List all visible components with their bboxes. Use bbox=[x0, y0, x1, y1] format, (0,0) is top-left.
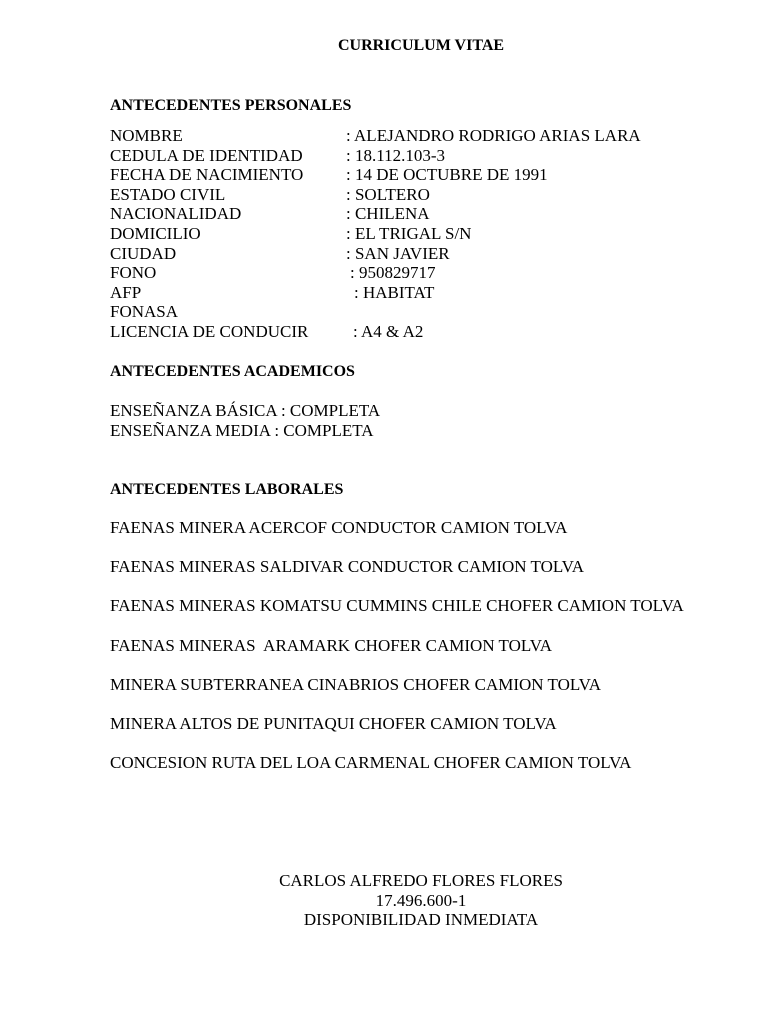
academic-line-media: ENSEÑANZA MEDIA : COMPLETA bbox=[110, 420, 374, 440]
row-label-fono: FONO bbox=[110, 263, 157, 283]
row-label-licencia: LICENCIA DE CONDUCIR bbox=[110, 321, 309, 341]
academic-section-heading: ANTECEDENTES ACADEMICOS bbox=[110, 363, 355, 380]
academic-line-basica: ENSEÑANZA BÁSICA : COMPLETA bbox=[110, 401, 381, 420]
labor-job: FAENAS MINERAS SALDIVAR CONDUCTOR CAMION TOLVA bbox=[110, 557, 585, 577]
row-label-domicilio: DOMICILIO bbox=[110, 223, 201, 243]
row-label-nombre: NOMBRE bbox=[110, 126, 183, 145]
row-label-cedula: CEDULA DE IDENTIDAD bbox=[110, 145, 303, 165]
labor-job: FAENAS MINERAS ARAMARK CHOFER CAMION TOLVA bbox=[110, 635, 553, 655]
signature-availability: DISPONIBILIDAD INMEDIATA bbox=[303, 910, 539, 930]
signature-block bbox=[0, 871, 768, 930]
labor-job: MINERA ALTOS DE PUNITAQUI CHOFER CAMION TOLVA bbox=[110, 713, 557, 733]
row-value-domicilio: : EL TRIGAL S/N bbox=[346, 223, 472, 243]
row-value-fono: : 950829717 bbox=[350, 263, 436, 283]
row-label-ciudad: CIUDAD bbox=[110, 243, 177, 263]
row-value-licencia: : A4 & A2 bbox=[353, 321, 424, 341]
signature-name: CARLOS ALFREDO FLORES FLORES bbox=[279, 871, 563, 890]
row-value-nombre: : ALEJANDRO RODRIGO ARIAS LARA bbox=[346, 126, 641, 145]
labor-job: CONCESION RUTA DEL LOA CARMENAL CHOFER CAMION TOLVA bbox=[110, 753, 632, 773]
row-label-fecha-nacimiento: FECHA DE NACIMIENTO bbox=[110, 165, 304, 185]
row-value-fecha-nacimiento: : 14 DE OCTUBRE DE 1991 bbox=[346, 165, 548, 185]
row-value-ciudad: : SAN JAVIER bbox=[346, 243, 450, 263]
labor-job: FAENAS MINERAS KOMATSU CUMMINS CHILE CHOFER CAMION TOLVA bbox=[110, 596, 684, 616]
labor-job: MINERA SUBTERRANEA CINABRIOS CHOFER CAMION TOLVA bbox=[110, 674, 602, 694]
row-label-nacionalidad: NACIONALIDAD bbox=[110, 204, 242, 224]
row-value-cedula: : 18.112.103-3 bbox=[346, 145, 446, 165]
labor-job: FAENAS MINERA ACERCOF CONDUCTOR CAMION TOLVA bbox=[110, 518, 568, 537]
academic-details bbox=[110, 401, 380, 440]
row-label-fonasa: FONASA bbox=[110, 302, 179, 322]
labor-details bbox=[110, 518, 684, 792]
row-label-afp: AFP bbox=[110, 282, 142, 302]
labor-section-heading: ANTECEDENTES LABORALES bbox=[110, 481, 344, 498]
row-label-estado-civil: ESTADO CIVIL bbox=[110, 184, 226, 204]
row-value-estado-civil: : SOLTERO bbox=[346, 184, 430, 204]
personal-section-heading: ANTECEDENTES PERSONALES bbox=[110, 97, 352, 114]
row-value-nacionalidad: : CHILENA bbox=[346, 204, 430, 224]
document-title: CURRICULUM VITAE bbox=[337, 37, 505, 54]
row-value-afp: : HABITAT bbox=[354, 282, 435, 302]
signature-id: 17.496.600-1 bbox=[375, 890, 467, 910]
